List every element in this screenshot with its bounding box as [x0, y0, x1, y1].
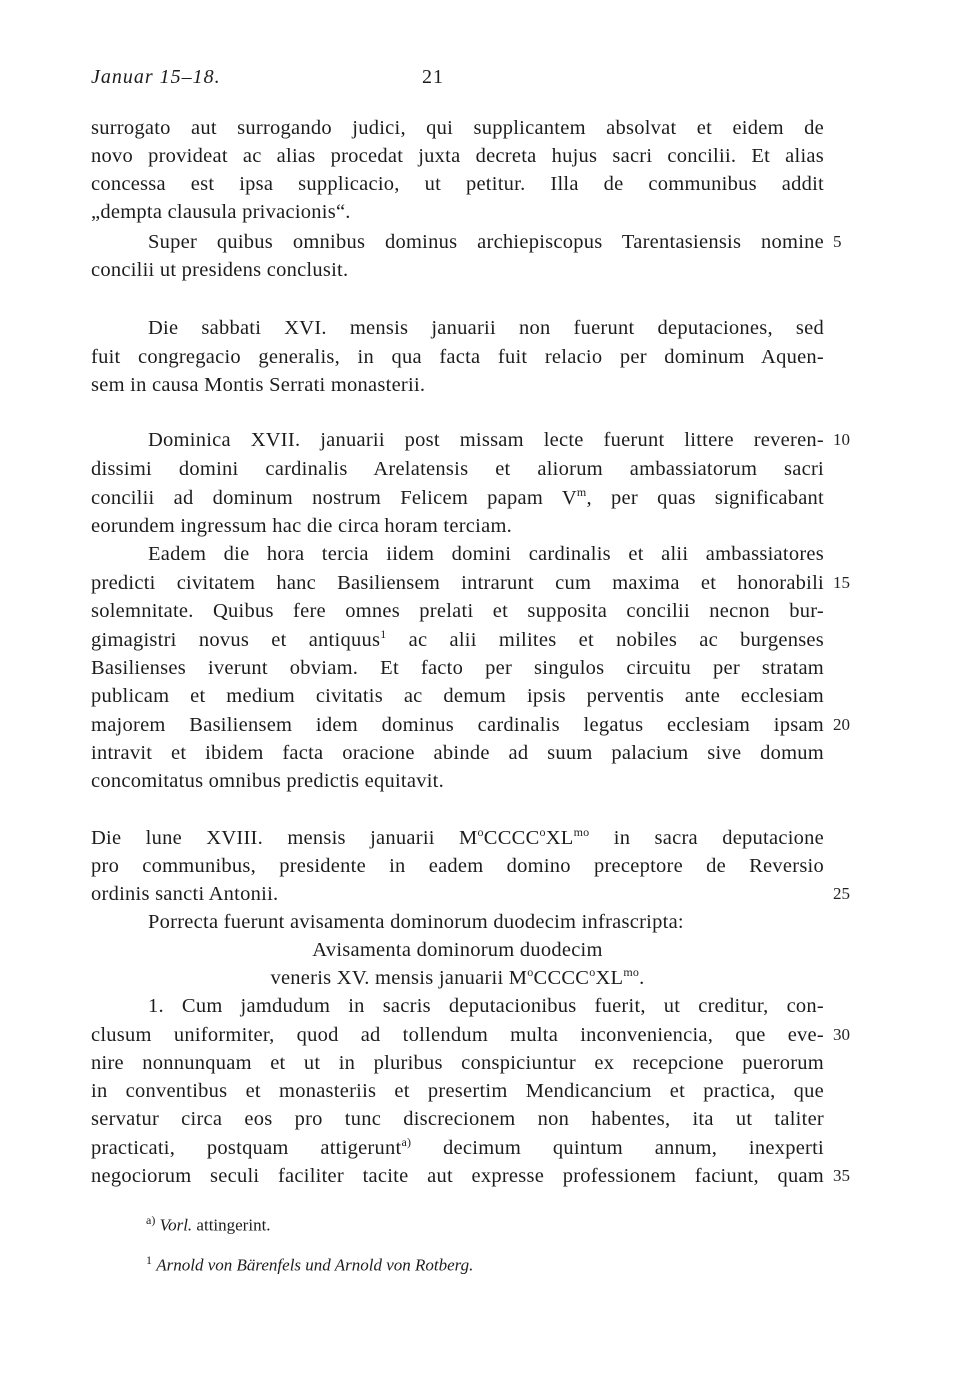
- text-segment: Die lune XVIII. mensis januarii M: [91, 827, 478, 849]
- text-line: nire nonnunquam et ut in pluribus conspiciuntur ex recepcione puerorum: [91, 1052, 824, 1074]
- footnote-text: Arnold von Bärenfels und Arnold von Rotberg.: [156, 1255, 474, 1275]
- text-segment: veneris XV. mensis januarii M: [270, 967, 528, 989]
- text-segment: in sacra deputacione: [589, 827, 824, 849]
- text-line: sem in causa Montis Serrati monasterii.: [91, 374, 426, 396]
- text-line: [91, 824, 824, 852]
- text-line: Die sabbati XVI. mensis januarii non fuerunt deputaciones, sed: [148, 317, 824, 339]
- text-line: majorem Basiliensem idem dominus cardinalis legatus ecclesiam ipsam: [91, 714, 824, 736]
- superscript: mo: [573, 825, 590, 840]
- line-number: 15: [833, 573, 850, 592]
- text-line: [91, 1134, 824, 1162]
- superscript: o: [527, 965, 534, 980]
- footnote-mark: 1: [146, 1253, 152, 1267]
- footnote-ref: 1: [380, 627, 387, 642]
- text-line: novo provideat ac alias procedat juxta decreta hujus sacri concilii. Et alias: [91, 145, 824, 167]
- line-number: 20: [833, 715, 850, 734]
- text-line: Super quibus omnibus dominus archiepiscopus Tarentasiensis nomine: [148, 231, 824, 253]
- text-line: fuit congregacio generalis, in qua facta fuit relacio per dominum Aquen-: [91, 346, 824, 368]
- text-segment: .: [639, 967, 645, 989]
- text-line: Porrecta fuerunt avisamenta dominorum duodecim infrascripta:: [148, 911, 684, 933]
- footnote-a: [146, 1208, 271, 1238]
- footnote-mark: a): [146, 1213, 156, 1227]
- text-segment: gimagistri novus et antiquus: [91, 629, 381, 651]
- text-line: pro communibus, presidente in eadem domino preceptore de Reversio: [91, 855, 824, 877]
- text-line: negociorum seculi faciliter tacite aut expresse professionem faciunt, quam: [91, 1165, 824, 1187]
- text-line: concilii ut presidens conclusit.: [91, 259, 349, 281]
- text-line: clusum uniformiter, quod ad tollendum multa inconveniencia, que eve-: [91, 1024, 824, 1046]
- text-line: Basilienses iverunt obviam. Et facto per singulos circuitu per stratam: [91, 657, 824, 679]
- text-segment: CCCC: [483, 827, 540, 849]
- text-segment: , per quas significabant: [586, 487, 824, 509]
- superscript: o: [589, 965, 596, 980]
- text-line: [91, 484, 824, 512]
- text-segment: ac alii milites et nobiles ac burgenses: [386, 629, 824, 651]
- line-number: 5: [833, 232, 842, 251]
- text-segment: practicati, postquam attigerunt: [91, 1137, 402, 1159]
- text-line: surrogato aut surrogando judici, qui supplicantem absolvat et eidem de: [91, 117, 824, 139]
- text-line: solemnitate. Quibus fere omnes prelati et supposita concilii necnon bur-: [91, 600, 824, 622]
- text-segment: XL: [595, 967, 624, 989]
- line-number: 25: [833, 884, 850, 903]
- heading-line: [91, 964, 824, 992]
- line-number: 10: [833, 430, 850, 449]
- text-line: ordinis sancti Antonii.: [91, 883, 279, 905]
- superscript: m: [576, 485, 587, 500]
- text-line: „dempta clausula privacionis“.: [91, 201, 351, 223]
- heading-line: Avisamenta dominorum duodecim: [312, 939, 603, 961]
- text-line: in conventibus et monasteriis et presertim Mendicancium et practica, que: [91, 1080, 824, 1102]
- text-line: concessa est ipsa supplicacio, ut petitur. Illa de communibus addit: [91, 173, 824, 195]
- superscript: mo: [623, 965, 640, 980]
- superscript: o: [539, 825, 546, 840]
- page-number: 21: [422, 66, 444, 88]
- footnote-ref: a): [401, 1135, 412, 1150]
- line-number: 30: [833, 1025, 850, 1044]
- text-segment: CCCC: [533, 967, 590, 989]
- running-title: Januar 15–18.: [91, 66, 221, 88]
- running-head: [91, 66, 611, 96]
- line-number: 35: [833, 1166, 850, 1185]
- text-line: [91, 626, 824, 654]
- text-line: 1. Cum jamdudum in sacris deputacionibus fuerit, ut creditur, con-: [148, 995, 824, 1017]
- text-line: concomitatus omnibus predictis equitavit.: [91, 770, 444, 792]
- text-line: Eadem die hora tercia iidem domini cardinalis et alii ambassiatores: [148, 543, 824, 565]
- footnote-label: Vorl.: [159, 1215, 193, 1235]
- text-line: predicti civitatem hanc Basiliensem intrarunt cum maxima et honorabili: [91, 572, 824, 594]
- superscript: o: [477, 825, 484, 840]
- text-line: intravit et ibidem facta oracione abinde ad suum palacium sive domum: [91, 742, 824, 764]
- text-segment: concilii ad dominum nostrum Felicem papam V: [91, 487, 577, 509]
- text-segment: decimum quintum annum, inexperti: [411, 1137, 825, 1159]
- text-line: eorundem ingressum hac die circa horam terciam.: [91, 515, 513, 537]
- text-segment: XL: [545, 827, 574, 849]
- footnote-text: attingerint.: [196, 1215, 271, 1235]
- text-line: dissimi domini cardinalis Arelatensis et aliorum ambassiatorum sacri: [91, 458, 824, 480]
- text-line: publicam et medium civitatis ac demum ipsis perventis ante ecclesiam: [91, 685, 824, 707]
- text-line: servatur circa eos pro tunc discrecionem non habentes, ita ut taliter: [91, 1108, 824, 1130]
- footnote-1: [146, 1248, 473, 1278]
- text-line: Dominica XVII. januarii post missam lecte fuerunt littere reveren-: [148, 429, 824, 451]
